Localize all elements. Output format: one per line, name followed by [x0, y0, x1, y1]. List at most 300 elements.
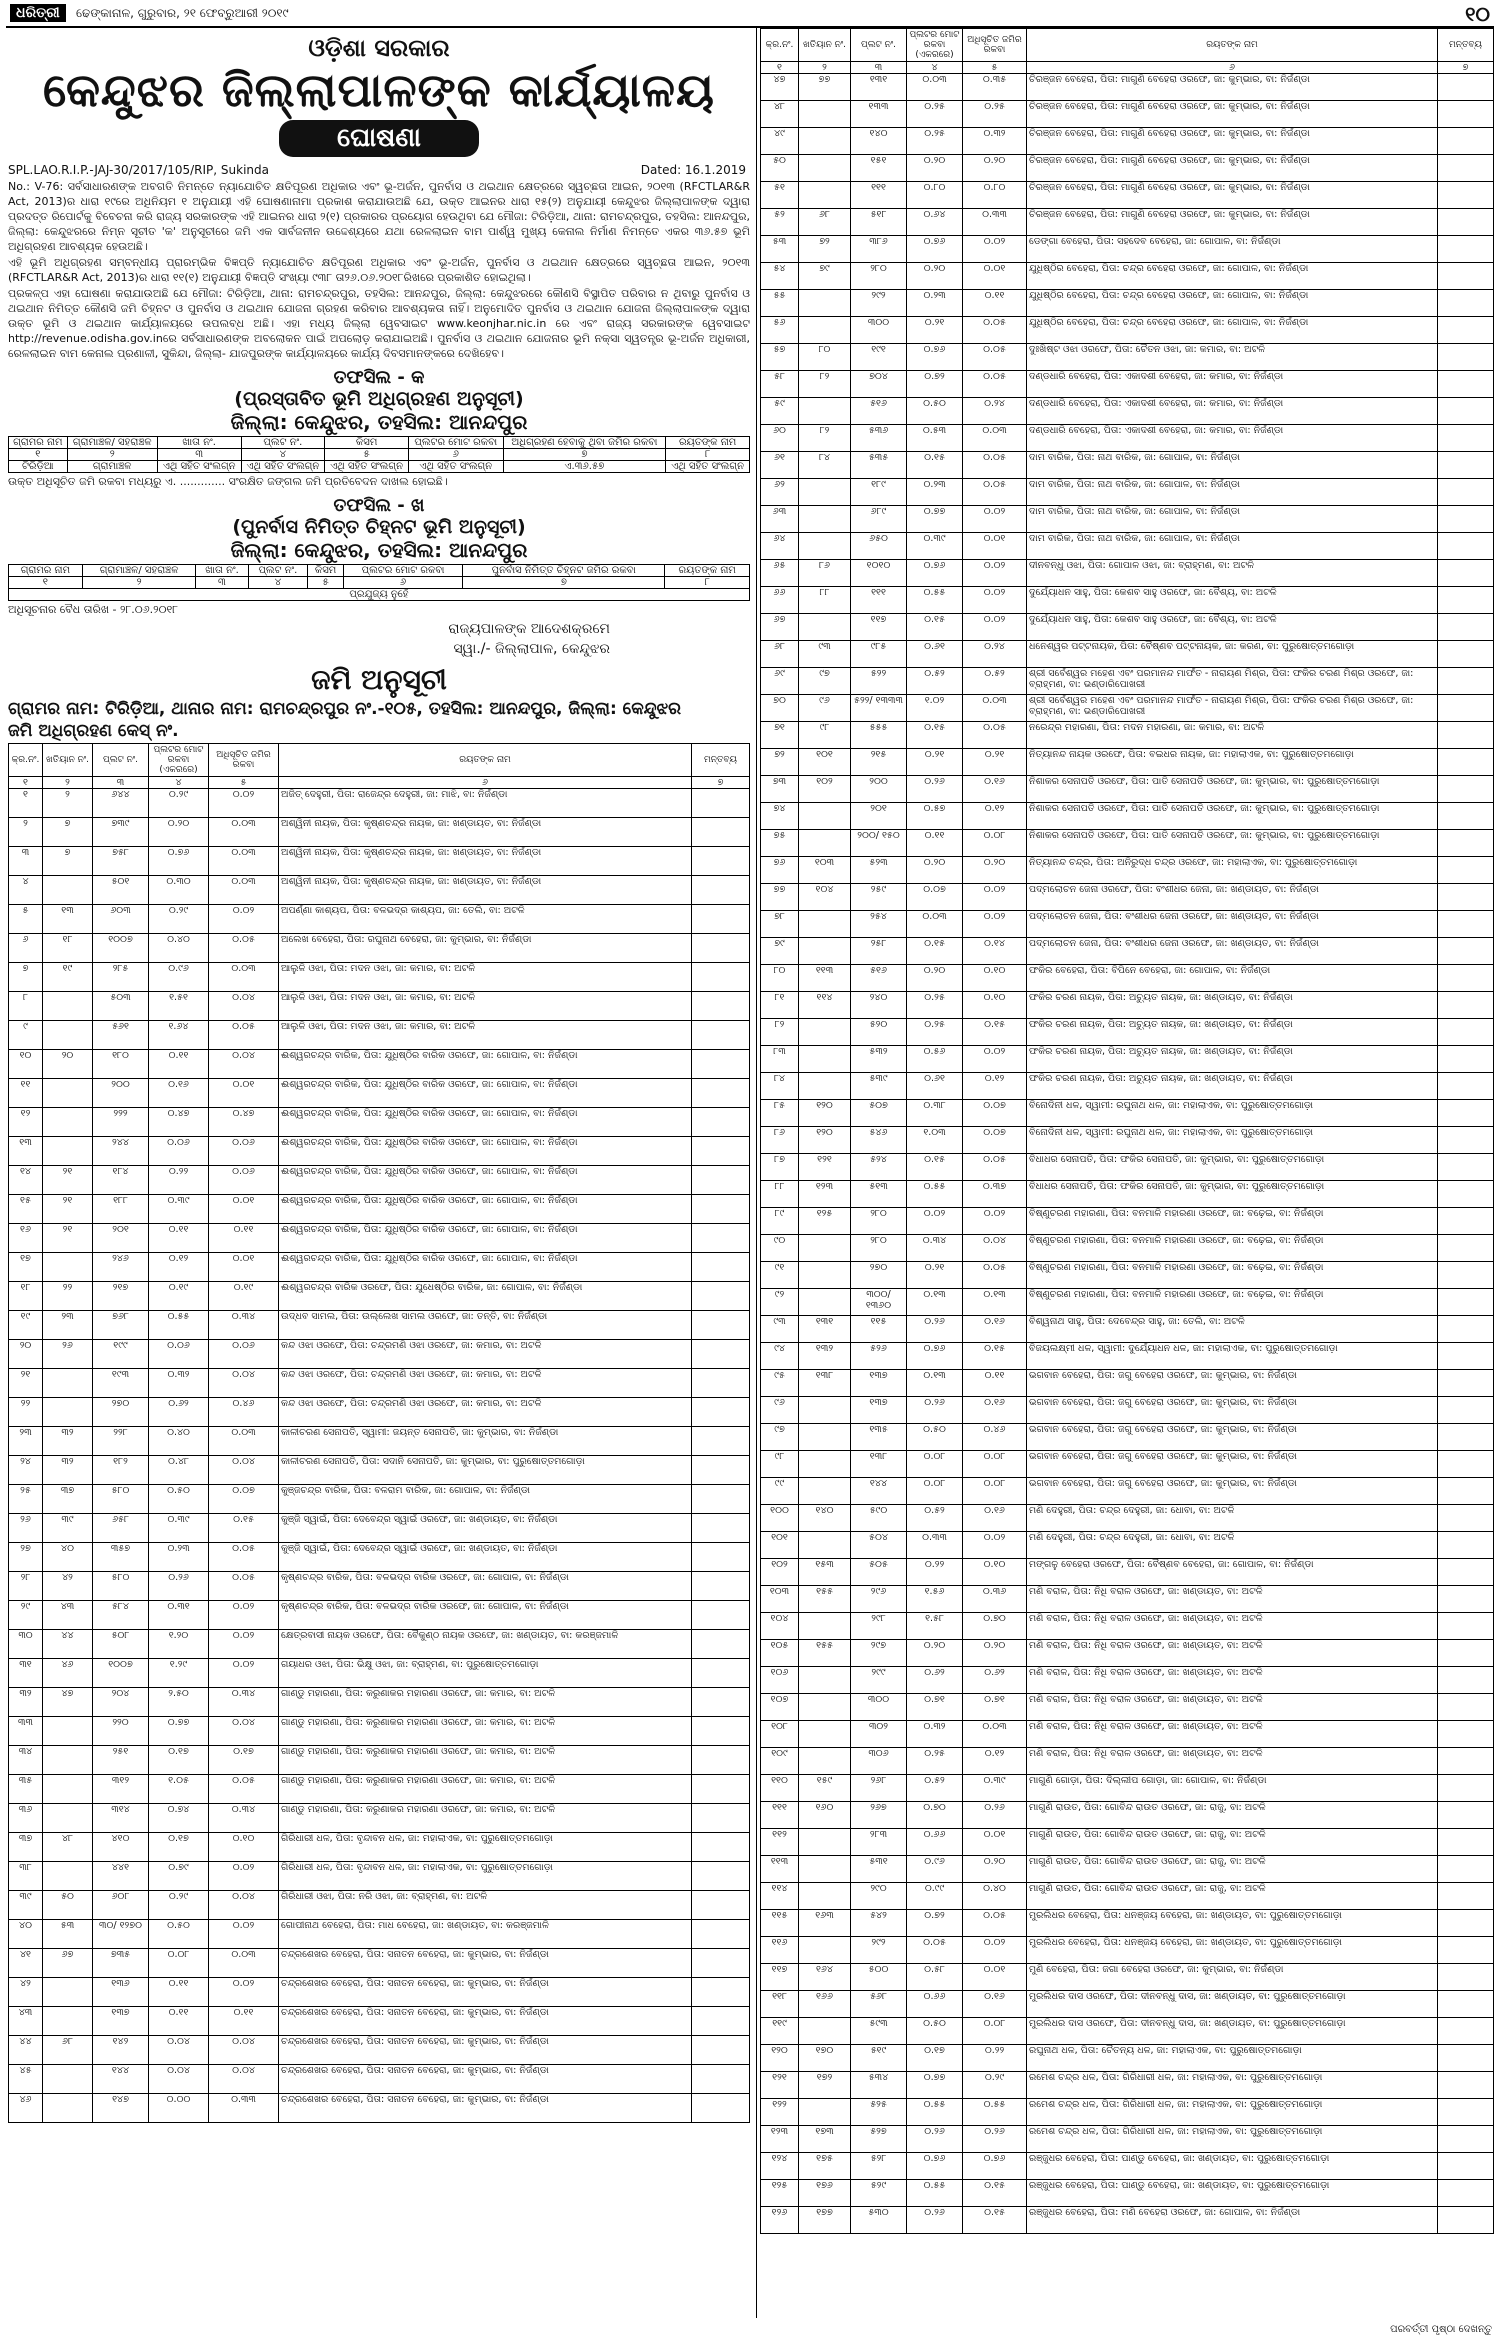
table-cell: ୭୭ — [799, 74, 851, 101]
table-cell: ୨୪୦ — [851, 992, 907, 1019]
table-cell: ୮୭ — [761, 1154, 799, 1181]
table-cell — [692, 2094, 750, 2123]
table-cell: ୯୪ — [761, 1343, 799, 1370]
column-header: କ୍ର.ନଂ. — [761, 29, 799, 62]
owner-name: ଶ୍ରୀ ସର୍ବେଶ୍ୱର ମହେଶ ଏବଂ ପରମାନନ୍ଦ ମାର୍ଫତ - ନାରାୟଣ ମିଶ୍ର, ପିତା: ଫକିର ଚରଣ ମିଶ୍ର ଓରଫେ, ଜା: ବ୍ରାହ୍ମଣ, ବା: ଭଣ୍ଡାରିପୋଖରୀ — [1027, 668, 1438, 695]
column-header: ମନ୍ତବ୍ୟ — [692, 744, 750, 777]
owner-name: କୃଷ୍ଣଚନ୍ଦ୍ର ବାରିକ, ପିତା: ବଳଭଦ୍ର ବାରିକ ଓରଫେ, ଜା: ଗୋପାଳ, ବା: ନିର୍ଜଣ୍ଡା — [279, 1601, 692, 1630]
table-cell: ୦.୭୭ — [149, 1717, 209, 1746]
table-cell: ୧୦୦୭ — [93, 934, 149, 963]
table-cell — [799, 1019, 851, 1046]
table-cell: ୦.୩୯ — [907, 533, 963, 560]
table-cell: ୫୯ — [761, 398, 799, 425]
table-cell: ୦.୦୨ — [209, 1920, 279, 1949]
table-row — [9, 1978, 750, 2007]
owner-name: ଆଲୁଳି ଓଝା, ପିତା: ମଦନ ଓଝା, ଜା: କମାର, ବା: ଅଟଳି — [279, 1021, 692, 1050]
table-cell: ୭୪ — [761, 803, 799, 830]
table-cell: ୨୪ — [9, 1456, 43, 1485]
table-row — [761, 398, 1494, 425]
table-cell: ୦.୪୦ — [149, 934, 209, 963]
owner-name: ଈଶ୍ୱରଚନ୍ଦ୍ର ବାରିକ, ପିତା: ଯୁଧିଷ୍ଠିର ବାରିକ ଓରଫେ, ଜା: ଗୋପାଳ, ବା: ନିର୍ଜଣ୍ଡା — [279, 1224, 692, 1253]
table-cell — [1438, 776, 1494, 803]
table-cell: ୦.୧୫ — [209, 1514, 279, 1543]
table-row — [761, 560, 1494, 587]
table-cell — [43, 1253, 93, 1282]
owner-name: ବିଷ୍ଣୁଚରଣ ମହାରଣା, ପିତା: ବନମାଳି ମହାରଣା ଓରଫେ, ଜା: ବଢ଼େଇ, ବା: ନିର୍ଜଣ୍ଡା — [1027, 1208, 1438, 1235]
table-cell: ୦.୦୪ — [209, 1891, 279, 1920]
column-number: ୧ — [9, 449, 68, 461]
owner-name: ଦଣ୍ଡଧାରି ବେହେରା, ପିତା: ଏକାଦଶୀ ବେହେରା, ଜା: କମାର, ବା: ନିର୍ଜଣ୍ଡା — [1027, 398, 1438, 425]
table-cell: ୧୫୯ — [799, 1775, 851, 1802]
table-row — [761, 587, 1494, 614]
table-row — [761, 1613, 1494, 1640]
table-cell: ୧୧୭ — [851, 614, 907, 641]
table-cell: ୦.୦୪ — [149, 2036, 209, 2065]
table-cell: ୨୧ — [9, 1369, 43, 1398]
table-cell: ୩୧୪ — [93, 1804, 149, 1833]
table-cell: ୧୧୫ — [851, 1316, 907, 1343]
table-cell: ୪୦ — [9, 1920, 43, 1949]
table-cell: ୬୫ — [761, 560, 799, 587]
table-cell: ୦.୫୬ — [907, 1046, 963, 1073]
table-cell — [692, 789, 750, 818]
table-cell: ୩୨ — [43, 1456, 93, 1485]
table-cell — [1438, 1991, 1494, 2018]
table-cell — [1438, 182, 1494, 209]
owner-name: ରଞ୍ଜୁଧର ବେହେରା, ପିତା: ପାଣ୍ଡୁ ବେହେରା, ଜା: ଖଣ୍ଡାୟତ, ବା: ପୁରୁଷୋତ୍ତମଗୋଡ଼ା — [1027, 2153, 1438, 2180]
table-row — [761, 1748, 1494, 1775]
table-cell — [799, 830, 851, 857]
table-cell: ୦.୩୩ — [907, 1532, 963, 1559]
table-cell: ୧୫୫ — [799, 1640, 851, 1667]
table-cell: ୧୫୩ — [799, 1559, 851, 1586]
owner-name: ଈଶ୍ୱରଚନ୍ଦ୍ର ବାରିକ, ପିତା: ଯୁଧିଷ୍ଠିର ବାରିକ ଓରଫେ, ଜା: ଗୋପାଳ, ବା: ନିର୍ଜଣ୍ଡା — [279, 1108, 692, 1137]
table-cell: ୦.୦୫ — [209, 1021, 279, 1050]
table-cell: ୦.୩୦ — [149, 876, 209, 905]
table-cell: ୧୩୮ — [851, 1451, 907, 1478]
column-header: ରୟତଙ୍କ ନାମ — [666, 437, 750, 449]
table-cell: ୨୭୦ — [93, 1398, 149, 1427]
table-cell: ୮୦ — [799, 344, 851, 371]
table-cell: ୨୩ — [43, 1311, 93, 1340]
table-cell: ୪୬ — [43, 1659, 93, 1688]
table-cell — [1438, 1019, 1494, 1046]
owner-name: ବିଷ୍ଣୁଚରଣ ମହାରଣା, ପିତା: ବନମାଳି ମହାରଣା ଓରଫେ, ଜା: ବଢ଼େଇ, ବା: ନିର୍ଜଣ୍ଡା — [1027, 1289, 1438, 1316]
table-cell: ୧୬ — [9, 1224, 43, 1253]
table-cell — [1438, 1505, 1494, 1532]
table-cell: ୩୨ — [43, 1427, 93, 1456]
table-cell: ୨୨୦ — [93, 1717, 149, 1746]
table-cell — [1438, 695, 1494, 722]
owner-name: କନ୍ଦ ଓଝା ଓରଫେ, ପିତା: ଚନ୍ଦ୍ରମଣି ଓଝା ଓରଫେ, ଜା: କମାର, ବା: ଅଟଳି — [279, 1340, 692, 1369]
table-cell: ୧.୫୬ — [907, 1586, 963, 1613]
table-cell — [692, 1050, 750, 1079]
column-header: କିସମ — [325, 437, 409, 449]
table-row — [761, 641, 1494, 668]
signature-block — [8, 619, 750, 659]
table-cell: ୦.୨୬ — [963, 1802, 1027, 1829]
table-cell — [43, 1804, 93, 1833]
notice-paragraph: ଏହି ଭୂମି ଅଧିଗ୍ରହଣ ସମ୍ବନ୍ଧୀୟ ପ୍ରାରମ୍ଭିକ ବିଜ୍ଞପ୍ତି ନ୍ୟାଯୋଚିତ କ୍ଷତିପୂରଣ ଅଧିକାର ଏବଂ ଭୂ-ଅର୍ଜନ, ପୁନର୍ବାସ ଓ ଥଇଥାନ କ୍ଷେତ୍ରରେ ସ୍ୱଚ୍ଛତା ଆଇନ, ୨୦୧୩ (RFCTLAR&R Act, 2013)ର ଧାରା ୧୧(୧) ଅନୁଯାୟୀ ବିଜ୍ଞପ୍ତି ସଂଖ୍ୟା ୯୩୮ ତା୨୬.୦୬.୨୦୧୮ରିଖରେ ପ୍ରକାଶିତ ହୋଇଥିଲା। — [8, 256, 750, 284]
table-row — [761, 1370, 1494, 1397]
table-cell — [1438, 1856, 1494, 1883]
table-cell: ୨୯ — [9, 1601, 43, 1630]
column-number: ୬ — [343, 577, 462, 589]
table-row — [9, 1601, 750, 1630]
table-cell — [692, 1688, 750, 1717]
table-cell: ୧୩୭ — [851, 1397, 907, 1424]
table-cell: ୧୮୮ — [93, 1195, 149, 1224]
table-row — [9, 1920, 750, 1949]
table-row — [761, 263, 1494, 290]
table-cell: ୦.୦୬ — [149, 1340, 209, 1369]
table-cell: ୧୫୫ — [799, 1586, 851, 1613]
table-cell: ୬୮ — [43, 2036, 93, 2065]
table-cell — [43, 992, 93, 1021]
table-cell: ୨୮ — [9, 1572, 43, 1601]
table-cell: ୧୪ — [9, 1166, 43, 1195]
table-cell — [799, 1262, 851, 1289]
table-row — [9, 992, 750, 1021]
table-cell: ୧୧୯ — [761, 2018, 799, 2045]
table-cell — [43, 1369, 93, 1398]
table-cell: ୧୨ — [9, 1108, 43, 1137]
table-cell: ୦.୫୨ — [907, 668, 963, 695]
table-cell — [692, 818, 750, 847]
table-row — [761, 1559, 1494, 1586]
owner-name: ମୁରଲିଧର ବେହେରା, ପିତା: ଧନଞ୍ଜୟ ବେହେରା, ଜା: ଖଣ୍ଡାୟତ, ବା: ପୁରୁଷୋତ୍ତମଗୋଡ଼ା — [1027, 1910, 1438, 1937]
column-header: କ୍ର.ନଂ. — [9, 744, 43, 777]
table-cell: ୦.୨୦ — [907, 263, 963, 290]
table-row — [9, 1456, 750, 1485]
table-cell: ୦.୦୨ — [963, 1208, 1027, 1235]
table-cell: ୯ — [9, 1021, 43, 1050]
owner-name: ଅଲେଖ ବେହେରା, ପିତା: ରଘୁନାଥ ବେହେରା, ଜା: କୁମ୍ଭାର, ବା: ନିର୍ଜଣ୍ଡା — [279, 934, 692, 963]
owner-name: କାଳୀଚରଣ ସେନାପତି, ସ୍ୱାମୀ: ଜୟନ୍ତ ସେନାପତି, ଜା: କୁମ୍ଭାର, ବା: ନିର୍ଜଣ୍ଡା — [279, 1427, 692, 1456]
table-cell: ୧୪୦ — [851, 128, 907, 155]
column-header: କିସମ — [308, 565, 344, 577]
owner-name: ମୁଣି ବେହେରା, ପିତା: ଜଗା ବେହେରା ଓରଫେ, ଜା: କୁମ୍ଭାର, ବା: ନିର୍ଜଣ୍ଡା — [1027, 1964, 1438, 1991]
table-cell: ୧୭୫ — [799, 2153, 851, 2180]
table-cell: ୬୪ — [761, 533, 799, 560]
table-cell: ୦.୦୨ — [963, 1532, 1027, 1559]
table-cell: ୦.୫୫ — [907, 587, 963, 614]
table-cell: ୦.୦୬ — [209, 1137, 279, 1166]
table-cell: ୧୦୮ — [761, 1721, 799, 1748]
table-cell: ୫୬୮ — [851, 1991, 907, 2018]
owner-name: ଚନ୍ଦ୍ରଶେଖର ବେହେରା, ପିତା: ସନାତନ ବେହେରା, ଜା: କୁମ୍ଭାର, ବା: ନିର୍ଜଣ୍ଡା — [279, 2036, 692, 2065]
table-cell: ୦.୧୫ — [907, 938, 963, 965]
owner-name: ଯୁଧିଷ୍ଠିର ବେହେରା, ପିତା: ଚନ୍ଦ୍ର ବେହେରା ଓରଫେ, ଜା: ଗୋପାଳ, ବା: ନିର୍ଜଣ୍ଡା — [1027, 290, 1438, 317]
table-cell: ୦.୭୨ — [907, 371, 963, 398]
table-row — [761, 1127, 1494, 1154]
table-cell — [692, 1166, 750, 1195]
table-cell — [692, 1891, 750, 1920]
table-cell: ୦.୧୭ — [907, 2045, 963, 2072]
table-cell: ୮୩ — [761, 1046, 799, 1073]
table-cell: ୦.୨୪ — [963, 641, 1027, 668]
owner-name: ପଦ୍ମଲୋଚନ ଜେନା ଓରଫେ, ପିତା: ବଂଶୀଧର ଜେନା, ଜା: ଖଣ୍ଡାୟତ, ବା: ନିର୍ଜଣ୍ଡା — [1027, 884, 1438, 911]
table-cell: ୦.୩୬ — [963, 1586, 1027, 1613]
table-cell: ୫୪ — [761, 263, 799, 290]
column-number: ୬ — [279, 777, 692, 789]
dateline: ଢେଙ୍କାନାଳ, ଗୁରୁବାର, ୨୧ ଫେବ୍ରୁଆରୀ ୨୦୧୯ — [76, 6, 289, 20]
table-cell — [43, 1862, 93, 1891]
table-row — [9, 2036, 750, 2065]
table-cell: ୦.୦୩ — [907, 74, 963, 101]
table-cell: ୦.୬୨ — [907, 1667, 963, 1694]
table-cell — [1438, 2180, 1494, 2207]
table-cell: ୦.୪୦ — [149, 1427, 209, 1456]
table-cell: ୯୩ — [761, 1316, 799, 1343]
table-cell: ୭୧ — [761, 722, 799, 749]
owner-name: ଦୀନବନ୍ଧୁ ଓଝା, ପିତା: ଗୋପାଳ ଓଝା, ଜା: ବ୍ରାହ୍ମଣ, ବା: ଅଟଳି — [1027, 560, 1438, 587]
table-cell — [692, 1340, 750, 1369]
owner-name: ନିତ୍ୟାନନ୍ଦ ଚନ୍ଦ୍ର, ପିତା: ଅନିରୁଦ୍ଧ ଚନ୍ଦ୍ର ଓରଫେ, ଜା: ମହାଲାଏକ, ବା: ପୁରୁଷୋତ୍ତମଗୋଡ଼ା — [1027, 857, 1438, 884]
table-row — [9, 1485, 750, 1514]
table-row — [761, 1964, 1494, 1991]
table-row — [761, 938, 1494, 965]
table-cell: ୦.୫୦ — [907, 1424, 963, 1451]
table-cell: ୦.୧୫ — [963, 1019, 1027, 1046]
owner-name: ଚିରଞ୍ଜନ ବେହେରା, ପିତା: ମାଗୁଣି ବେହେରା ଓରଫେ, ଜା: କୁମ୍ଭାର, ବା: ନିର୍ଜଣ୍ଡା — [1027, 101, 1438, 128]
table-row — [761, 1883, 1494, 1910]
table-row — [9, 1688, 750, 1717]
table-cell — [692, 1137, 750, 1166]
owner-name: ମାଗୁଣି ରାଉତ, ପିତା: ଗୋବିନ୍ଦ ରାଉତ ଓରଫେ, ଜା: ରାଜୁ, ବା: ଅଟଳି — [1027, 1883, 1438, 1910]
table-cell: ୯୯ — [761, 1478, 799, 1505]
table-cell: ୫୧୩ — [851, 1181, 907, 1208]
table-cell — [692, 1572, 750, 1601]
table-cell: ୧୦୪ — [799, 884, 851, 911]
table-cell — [799, 2018, 851, 2045]
table-cell: ୦.୨୫ — [907, 1748, 963, 1775]
table-row — [761, 857, 1494, 884]
column-number: ୪ — [907, 62, 963, 74]
table-cell: ୧୫ — [9, 1195, 43, 1224]
table-cell: ୫୯୦ — [851, 1505, 907, 1532]
table-cell — [799, 317, 851, 344]
page-number: ୧୦ — [1465, 2, 1490, 26]
table-cell: ୧୬୬ — [799, 1991, 851, 2018]
table-cell: ୦.୨୧ — [907, 749, 963, 776]
table-cell: ୦.୦୭ — [963, 1127, 1027, 1154]
table-cell: ୦.୧୫ — [907, 614, 963, 641]
table-cell: ୦.୭୬ — [907, 2153, 963, 2180]
table-cell — [1438, 1910, 1494, 1937]
table-cell: ୩୦୬ — [851, 1748, 907, 1775]
table-cell: ୦.୨୬ — [907, 2207, 963, 2234]
table-cell: ୦.୧୧ — [209, 2007, 279, 2036]
table-cell: ୮୪ — [799, 452, 851, 479]
column-header: ଖାତା ନଂ. — [157, 437, 241, 449]
table-cell: ୧୨୫ — [761, 2180, 799, 2207]
table-cell: ୮୮ — [799, 587, 851, 614]
table-cell: ୪୪ — [9, 2036, 43, 2065]
table-cell: ୦.୨୩ — [149, 1543, 209, 1572]
table-cell: ୧୦୦ — [761, 1505, 799, 1532]
table-cell — [692, 2007, 750, 2036]
table-cell: ୦.୦୮ — [963, 830, 1027, 857]
table-cell: ୦.୬୪ — [907, 209, 963, 236]
table-cell: ୧୦୨ — [799, 776, 851, 803]
table-cell: ୧୧୭ — [761, 1964, 799, 1991]
table-cell: ୪୮ — [761, 101, 799, 128]
schedule-ka-district: ଜିଲ୍ଲା: କେନ୍ଦୁଝର, ତହସିଲ: ଆନନ୍ଦପୁର — [230, 410, 528, 434]
owner-name: ମୁରଲିଧର ଦାସ ଓରଫେ, ପିତା: ଦୀନବନ୍ଧୁ ଦାସ, ଜା: ଖଣ୍ଡାୟତ, ବା: ପୁରୁଷୋତ୍ତମଗୋଡ଼ା — [1027, 2018, 1438, 2045]
table-cell: ୫୩୦ — [851, 2207, 907, 2234]
reference-number: SPL.LAO.R.I.P.-JAJ-30/2017/105/RIP, Sukinda — [8, 163, 269, 177]
owner-name: ଦଣ୍ଡଧାରି ବେହେରା, ପିତା: ଏକାଦଶୀ ବେହେରା, ଜା: କମାର, ବା: ନିର୍ଜଣ୍ଡା — [1027, 371, 1438, 398]
table-cell — [799, 155, 851, 182]
owner-name: ଯୁଧିଷ୍ଠିର ବେହେରା, ପିତା: ଚନ୍ଦ୍ର ବେହେରା ଓରଫେ, ଜା: ଗୋପାଳ, ବା: ନିର୍ଜଣ୍ଡା — [1027, 263, 1438, 290]
column-header: ଖାତା ନଂ. — [196, 565, 248, 577]
table-cell: ୧୮୦ — [93, 1050, 149, 1079]
owner-name: ମାଗୁଣି ରାଉତ, ପିତା: ଗୋବିନ୍ଦ ରାଉତ ଓରଫେ, ଜା: ରାଜୁ, ବା: ଅଟଳି — [1027, 1856, 1438, 1883]
table-cell: ୦.୩୩ — [209, 2094, 279, 2123]
table-cell: ୯୨ — [761, 1289, 799, 1316]
table-cell: ୬୭ — [43, 1949, 93, 1978]
table-cell: ୦.୭୧ — [907, 1694, 963, 1721]
table-cell: ୦.୩୪ — [209, 1688, 279, 1717]
table-cell: ୦.୩୯ — [149, 1195, 209, 1224]
table-cell: ୦.୫୫ — [907, 1181, 963, 1208]
table-cell — [692, 1224, 750, 1253]
table-cell: ୫୧୬ — [851, 965, 907, 992]
table-cell: ୦.୨୪ — [963, 398, 1027, 425]
table-cell: ୦.୧୦ — [963, 1559, 1027, 1586]
column-header: ଗ୍ରାମର ନାମ — [9, 437, 68, 449]
table-cell: ୧.୨୯ — [149, 1659, 209, 1688]
table-cell: ୦.୧୪ — [963, 938, 1027, 965]
table-row — [9, 1630, 750, 1659]
column-number: ୩ — [851, 62, 907, 74]
table-cell: ୫୨୮ — [851, 2153, 907, 2180]
column-header: ପ୍ଲଟ ନଂ. — [248, 565, 308, 577]
owner-name: ଚନ୍ଦ୍ରଶେଖର ବେହେରା, ପିତା: ସନାତନ ବେହେରା, ଜା: କୁମ୍ଭାର, ବା: ନିର୍ଜଣ୍ଡା — [279, 2065, 692, 2094]
owner-name: ଭଗବାନ ବେହେରା, ପିତା: ଜଗୁ ବେହେରା ଓରଫେ, ଜା: କୁମ୍ଭାର, ବା: ନିର୍ଜଣ୍ଡା — [1027, 1397, 1438, 1424]
table-cell: ୨୫୪ — [851, 911, 907, 938]
table-cell: ୦.୦୪ — [209, 2065, 279, 2094]
table-cell — [692, 934, 750, 963]
table-cell: ୦.୧୦ — [963, 965, 1027, 992]
column-header: ପ୍ଲଟ ନଂ. — [851, 29, 907, 62]
table-cell — [1438, 1370, 1494, 1397]
signature-line: ସ୍ୱା./- ଜିଲ୍ଲାପାଳ, କେନ୍ଦୁଝର — [453, 641, 610, 657]
table-cell: ୧୯ — [43, 963, 93, 992]
signature-line: ରାଜ୍ୟପାଳଙ୍କ ଆଦେଶକ୍ରମେ — [448, 621, 610, 637]
table-cell: ୦.୦୨ — [963, 614, 1027, 641]
table-cell: ୩୫୭ — [93, 1543, 149, 1572]
table-cell — [1438, 1073, 1494, 1100]
table-cell — [692, 1398, 750, 1427]
owner-name: କୁଞ୍ଜି ସ୍ୱାଇଁ, ପିତା: ଦେବେନ୍ଦ୍ର ସ୍ୱାଇଁ ଓରଫେ, ଜା: ଖଣ୍ଡାୟତ, ବା: ନିର୍ଜଣ୍ଡା — [279, 1543, 692, 1572]
table-cell: ୧୦୩ — [761, 1586, 799, 1613]
table-cell: ୧୭୩ — [799, 2126, 851, 2153]
owner-name: ରମେଶ ଚନ୍ଦ୍ର ଧଳ, ପିତା: ଗିରିଧାରୀ ଧଳ, ଜା: ମହାଲାଏକ, ବା: ପୁରୁଷୋତ୍ତମଗୋଡ଼ା — [1027, 2072, 1438, 2099]
column-header: ଅଧିସୂଚିତ ଜମିର ରକବା — [209, 744, 279, 777]
table-cell — [692, 1717, 750, 1746]
table-cell: ୨୨ — [9, 1398, 43, 1427]
table-row — [761, 2072, 1494, 2099]
table-cell: ୩୧୨ — [93, 1775, 149, 1804]
table-row — [9, 818, 750, 847]
table-cell: ୦.୨୧ — [907, 1262, 963, 1289]
table-cell: ୦.୦୧ — [963, 263, 1027, 290]
newspaper-logo: ଧରିତ୍ରୀ — [10, 4, 66, 22]
table-cell: ୦.୧୫ — [963, 2207, 1027, 2234]
table-cell: ୦.୧୦ — [209, 1833, 279, 1862]
table-cell: ୦.୦୧ — [963, 1829, 1027, 1856]
table-cell: ୯୩ — [799, 641, 851, 668]
table-cell: ୦.୪୬ — [209, 1398, 279, 1427]
table-cell: ୫୧୯ — [851, 2045, 907, 2072]
table-cell: ୦.୨୦ — [963, 857, 1027, 884]
table-cell: ୧.୬୪ — [149, 1021, 209, 1050]
owner-name: ଉଦ୍ଧବ ସାମଲ, ପିତା: ଉଲ୍ଲେଖ ସାମଲ ଓରଫେ, ଜା: ତନ୍ତି, ବା: ନିର୍ଜଣ୍ଡା — [279, 1311, 692, 1340]
table-cell — [1438, 128, 1494, 155]
table-cell: ୧୦୯ — [761, 1748, 799, 1775]
table-cell: ୨୯୬ — [851, 1586, 907, 1613]
table-cell: ୧୯ — [9, 1311, 43, 1340]
table-row — [761, 425, 1494, 452]
table-cell — [692, 1282, 750, 1311]
table-cell: ୫୨୬ — [851, 1343, 907, 1370]
table-cell: ୦.୭୬ — [149, 847, 209, 876]
table-cell: ୦.୩୫ — [963, 74, 1027, 101]
table-cell: ୧୫୧ — [851, 155, 907, 182]
column-number: ୭ — [503, 449, 666, 461]
owner-name: ଈଶ୍ୱରଚନ୍ଦ୍ର ବାରିକ, ପିତା: ଯୁଧିଷ୍ଠିର ବାରିକ ଓରଫେ, ଜା: ଗୋପାଳ, ବା: ନିର୍ଜଣ୍ଡା — [279, 1050, 692, 1079]
table-cell: ୧୦୫ — [761, 1640, 799, 1667]
table-cell: ୦.୦୪ — [209, 1456, 279, 1485]
owner-name: ଅଶ୍ୱିନୀ ନାୟକ, ପିତା: କୃଷ୍ଣଚନ୍ଦ୍ର ନାୟକ, ଜା: ଖଣ୍ଡାୟତ, ବା: ନିର୍ଜଣ୍ଡା — [279, 818, 692, 847]
owner-name: ଈଶ୍ୱରଚନ୍ଦ୍ର ବାରିକ, ପିତା: ଯୁଧିଷ୍ଠିର ବାରିକ ଓରଫେ, ଜା: ଗୋପାଳ, ବା: ନିର୍ଜଣ୍ଡା — [279, 1253, 692, 1282]
table-cell: ୯୬ — [761, 1397, 799, 1424]
owner-name: ଦୁଃଖିଷ୍ଟ ଓଝା ଓରଫେ, ପିତା: ଚୈତନ ଓଝା, ଜା: କମାର, ବା: ଅଟଳି — [1027, 344, 1438, 371]
table-row — [761, 1100, 1494, 1127]
table-cell: ୧୧୩ — [799, 965, 851, 992]
owner-name: ଗାଣ୍ଡୁ ମହାରଣା, ପିତା: କରୁଣାକର ମହାରଣା ଓରଫେ, ଜା: କମାର, ବା: ଅଟଳି — [279, 1775, 692, 1804]
column-header: ଅଧିସୂଚିତ ଜମିର ରକବା — [963, 29, 1027, 62]
table-cell: ୯୮ — [799, 722, 851, 749]
table-cell: ୦.୦୫ — [963, 1910, 1027, 1937]
table-cell: ୧୮ — [9, 1282, 43, 1311]
table-cell — [799, 1937, 851, 1964]
table-cell: ୦.୦୨ — [963, 911, 1027, 938]
table-cell: ୦.୬୬ — [907, 1829, 963, 1856]
table-row — [761, 452, 1494, 479]
owner-name: ବିଧାଧର ସେନାପତି, ପିତା: ଫକିର ସେନାପତି, ଜା: କୁମ୍ଭାର, ବା: ପୁରୁଷୋତ୍ତମଗୋଡ଼ା — [1027, 1181, 1438, 1208]
table-row — [9, 2007, 750, 2036]
table-row — [761, 1856, 1494, 1883]
table-cell: ୬ — [9, 934, 43, 963]
table-cell: ୭୩ — [761, 776, 799, 803]
table-cell: ୪୮ — [43, 1833, 93, 1862]
table-cell: ୭୦ — [761, 695, 799, 722]
table-row — [761, 803, 1494, 830]
table-row — [9, 2094, 750, 2123]
table-cell: ୦.୨୦ — [963, 1856, 1027, 1883]
table-cell — [1438, 668, 1494, 695]
table-cell: ୫୩୯ — [851, 1073, 907, 1100]
owner-name: ଚନ୍ଦ୍ରଶେଖର ବେହେରା, ପିତା: ସନାତନ ବେହେରା, ଜା: କୁମ୍ଭାର, ବା: ନିର୍ଜଣ୍ଡା — [279, 1949, 692, 1978]
table-row — [9, 934, 750, 963]
table-cell: ୧୮ — [43, 934, 93, 963]
table-cell — [692, 1601, 750, 1630]
table-cell: ୨୧ — [43, 1195, 93, 1224]
column-header: ଗ୍ରାମର ନାମ — [9, 565, 83, 577]
